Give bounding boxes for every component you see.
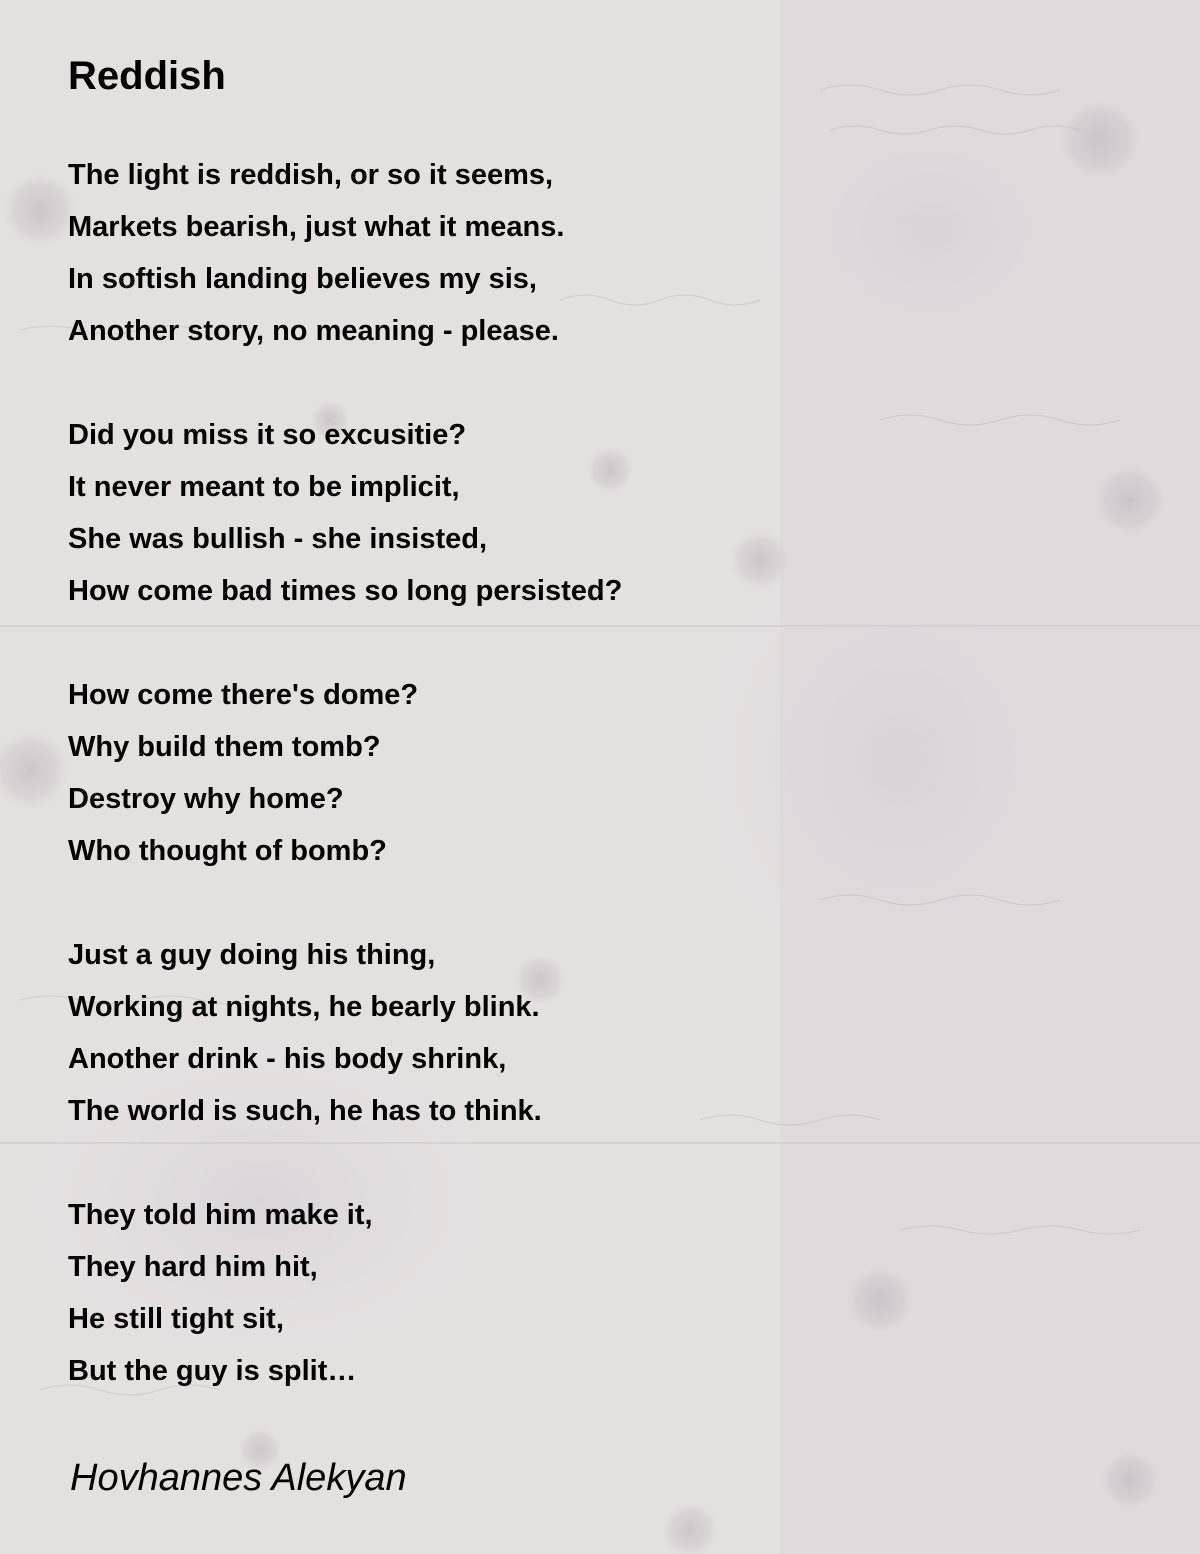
poem-line: Another drink - his body shrink, [68, 1043, 507, 1075]
poem-line: It never meant to be implicit, [68, 471, 460, 503]
poem-line: They told him make it, [68, 1199, 373, 1231]
poem-line: Another story, no meaning - please. [68, 315, 559, 347]
poem-body [68, 149, 622, 1449]
poem-line: Destroy why home? [68, 783, 344, 815]
stanza-1 [68, 149, 622, 357]
poem-line: Working at nights, he bearly blink. [68, 991, 540, 1023]
poem-line: The world is such, he has to think. [68, 1095, 542, 1127]
poem-line: How come there's dome? [68, 679, 419, 711]
poem-author: Hovhannes Alekyan [70, 1457, 407, 1499]
poem-line: The light is reddish, or so it seems, [68, 159, 554, 191]
poem-line: Who thought of bomb? [68, 835, 387, 867]
stanza-4 [68, 929, 622, 1137]
poem-line: How come bad times so long persisted? [68, 575, 623, 607]
poem-line: Just a guy doing his thing, [68, 939, 436, 971]
poem-line: Markets bearish, just what it means. [68, 211, 565, 243]
poem-line: They hard him hit, [68, 1251, 318, 1283]
poem-line: She was bullish - she insisted, [68, 523, 487, 555]
poem-line: Did you miss it so excusitie? [68, 419, 467, 451]
poem-line: Why build them tomb? [68, 731, 381, 763]
poem-title: Reddish [68, 54, 226, 98]
stanza-5 [68, 1189, 622, 1397]
stanza-3 [68, 669, 622, 877]
poem-line: In softish landing believes my sis, [68, 263, 537, 295]
poem-line: He still tight sit, [68, 1303, 284, 1335]
stanza-2 [68, 409, 622, 617]
poem-line: But the guy is split… [68, 1355, 357, 1387]
